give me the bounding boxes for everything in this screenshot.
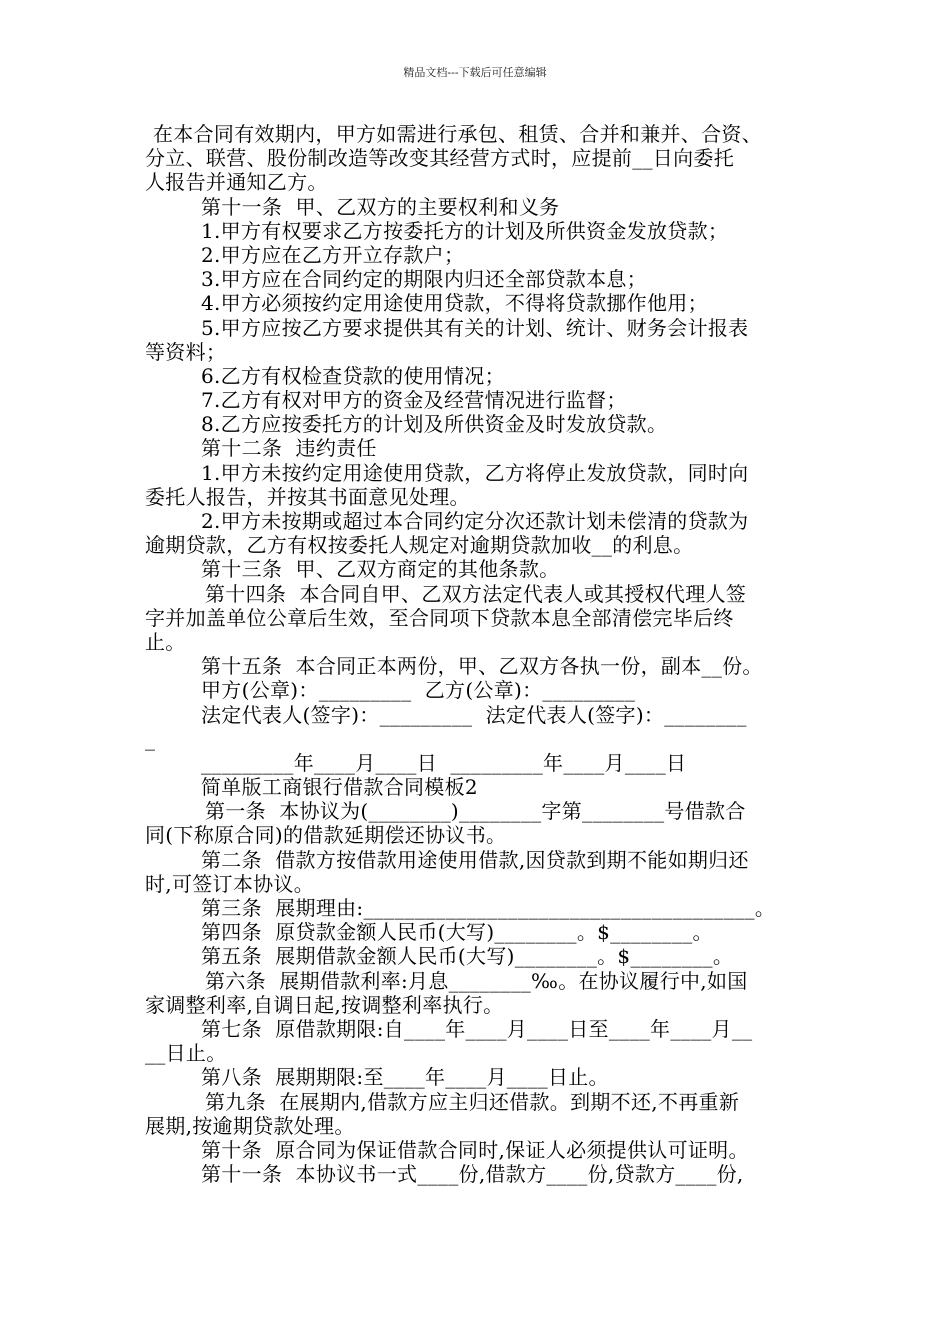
text-line: __日止。: [145, 1041, 227, 1066]
document-body: [145, 122, 815, 1186]
text-line: 法定代表人(签字)：_________ 法定代表人(签字)：________: [201, 702, 747, 727]
text-line: 4.甲方必须按约定用途使用贷款，不得将贷款挪作他用；: [201, 291, 708, 316]
text-line: 6.乙方有权检查贷款的使用情况；: [201, 363, 505, 388]
text-line: 7.乙方有权对甲方的资金及经营情况进行监督；: [201, 388, 627, 413]
text-line: 第十条 原合同为保证借款合同时,保证人必须提供认可证明。: [201, 1137, 749, 1162]
text-line: _________年____月____日 _________年____月____日: [201, 750, 687, 775]
text-line: 第九条 在展期内,借款方应主归还借款。到期不还,不再重新: [205, 1089, 740, 1114]
text-line: 止。: [145, 629, 186, 654]
text-line: 等资料；: [145, 339, 227, 364]
text-line: 字并加盖单位公章后生效，至合同项下贷款本息全部清偿完毕后终: [145, 605, 734, 630]
text-line: 第七条 原借款期限:自____年____月____日至____年____月__: [201, 1016, 753, 1041]
text-line: _: [145, 726, 156, 751]
text-line: 第八条 展期期限:至____年____月____日止。: [201, 1065, 609, 1090]
text-line: 分立、联营、股份制改造等改变其经营方式时，应提前__日向委托: [145, 146, 734, 171]
text-line: 5.甲方应按乙方要求提供其有关的计划、统计、财务会计报表: [201, 315, 749, 340]
text-line: 3.甲方应在合同约定的期限内归还全部贷款本息；: [201, 267, 647, 292]
text-line: 第一条 本协议为(________)________字第________号借款合: [205, 799, 746, 824]
page-header: 精品文档---下载后可任意编辑: [403, 66, 547, 79]
text-line: 第五条 展期借款金额人民币(大写)________。$________。: [201, 944, 734, 969]
text-line: 第十四条 本合同自甲、乙双方法定代表人或其授权代理人签: [205, 581, 747, 606]
text-line: 委托人报告，并按其书面意见处理。: [145, 484, 470, 509]
text-line: 1.甲方未按约定用途使用贷款，乙方将停止发放贷款，同时向: [201, 460, 749, 485]
text-line: 第二条 借款方按借款用途使用借款,因贷款到期不能如期归还: [201, 847, 749, 872]
text-line: 8.乙方应按委托方的计划及所供资金及时发放贷款。: [201, 412, 668, 437]
text-line: 逾期贷款，乙方有权按委托人规定对逾期贷款加收__的利息。: [145, 533, 694, 558]
text-line: 家调整利率,自调日起,按调整利率执行。: [145, 992, 504, 1017]
text-line: 第十一条 甲、乙双方的主要权利和义务: [201, 194, 560, 219]
text-line: 时,可签订本协议。: [145, 871, 315, 896]
text-line: 第三条 展期理由:______________________________________。: [201, 896, 776, 920]
text-line: 第六条 展期借款利率:月息________‰。在协议履行中,如国: [205, 968, 748, 993]
text-line: 第十三条 甲、乙双方商定的其他条款。: [201, 557, 560, 582]
text-line: 第十五条 本合同正本两份，甲、乙双方各执一份，副本__份。: [201, 654, 763, 679]
text-line: 简单版工商银行借款合同模板2: [201, 775, 478, 800]
text-line: 2.甲方未按期或超过本合同约定分次还款计划未偿清的贷款为: [201, 509, 749, 533]
text-line: 第十一条 本协议书一式____份,借款方____份,贷款方____份,: [201, 1162, 744, 1187]
text-line: 甲方(公章)：_________ 乙方(公章)：_________: [201, 678, 636, 703]
text-line: 人报告并通知乙方。: [145, 170, 328, 195]
text-line: 1.甲方有权要求乙方按委托方的计划及所供资金发放贷款；: [201, 218, 729, 243]
text-line: 展期,按逾期贷款处理。: [145, 1113, 355, 1138]
text-line: 同(下称原合同)的借款延期偿还协议书。: [145, 823, 507, 848]
text-line: 第十二条 违约责任: [201, 436, 377, 461]
text-line: 在本合同有效期内，甲方如需进行承包、租赁、合并和兼并、合资、: [153, 122, 762, 146]
text-line: 2.甲方应在乙方开立存款户；: [201, 242, 465, 267]
text-line: 第四条 原贷款金额人民币(大写)________。$________。: [201, 920, 713, 945]
